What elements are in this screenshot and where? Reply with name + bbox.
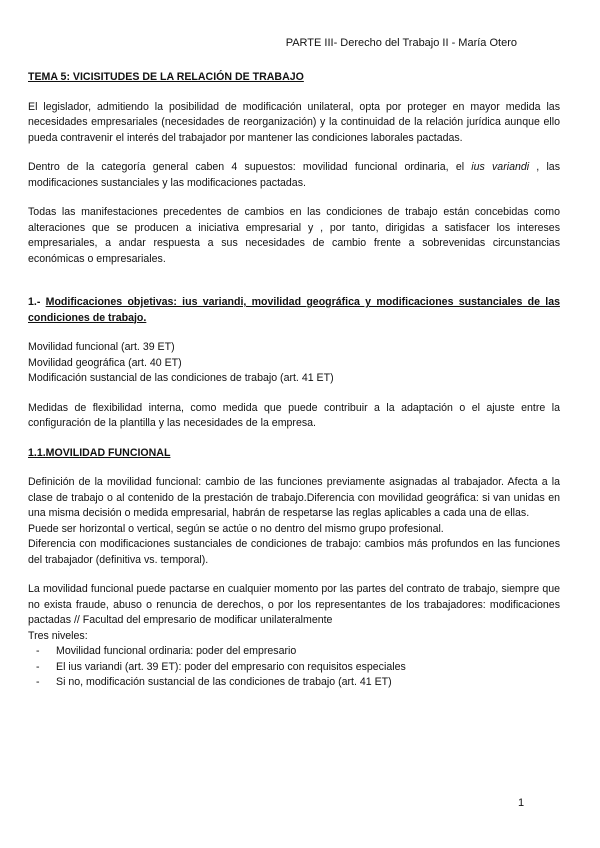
intro-paragraph-2-start: Dentro de la categoría general caben 4 supuestos: movilidad funcional ordinaria, el [28,161,472,173]
list-item-text: Si no, modificación sustancial de las condiciones de trabajo (art. 41 ET) [56,676,392,688]
list-item [28,644,560,660]
page-number: 1 [518,797,525,809]
levels-label: Tres niveles: [28,629,88,642]
section-1-item: Movilidad geográfica (art. 40 ET) [28,356,182,369]
running-header: PARTE III- Derecho del Trabajo II - María Otero [285,37,517,49]
list-item-text: Movilidad funcional ordinaria: poder del empresario [56,645,297,657]
pact-paragraph: La movilidad funcional puede pactarse en cualquier momento por las partes del contrato de trabajo, siempre que no exista fraude, abuso o renuncia de derechos, o por los representantes de los trabajadores: modificaciones pactadas // Facultad del empresario de modificar unilateralmente [28,583,560,626]
intro-paragraph-2 [28,160,560,191]
section-1-heading-prefix: 1.- [28,296,46,308]
section-1-heading [28,295,560,326]
difference-paragraph: Diferencia con modificaciones sustanciales de condiciones de trabajo: cambios más profundos en las funciones del trabajador (definitiva vs. temporal). [28,538,560,566]
page-content [28,70,560,691]
section-1-item: Movilidad funcional (art. 39 ET) [28,341,175,353]
intro-paragraph-2-end: , las modificaciones sustanciales y las modificaciones pactadas. [28,161,560,189]
section-1-heading-text: Modificaciones objetivas: ius variandi, movilidad geográfica y modificaciones sustanciales de las condiciones de trabajo. [28,296,560,324]
intro-paragraph-1: El legislador, admitiendo la posibilidad de modificación unilateral, opta por proteger en mayor medida las necesidades empresariales (necesidades de reorganización) y la continuidad de la relación jurídica aunque ello pueda contravenir el interés del trabajador por mantener las condiciones laborales pactadas. [28,100,560,144]
section-1-item: Modificación sustancial de las condiciones de trabajo (art. 41 ET) [28,372,334,384]
ius-variandi-term: ius variandi [471,161,530,173]
flexibility-paragraph: Medidas de flexibilidad interna, como medida que puede contribuir a la adaptación o el ajuste entre la configuración de la plantilla y las necesidades de la empresa. [28,401,560,429]
intro-paragraph-3: Todas las manifestaciones precedentes de cambios en las condiciones de trabajo están concebidas como alteraciones que se producen a iniciativa empresarial y , por tanto, dirigidas a satisfacer los intereses empresariales, a andar respuesta a sus necesidades de cambio frente a sobrevenidas circunstancias económicas o empresariales. [28,206,560,265]
section-1-1-heading: 1.1.MOVILIDAD FUNCIONAL [28,446,171,459]
dash-bullet: - [36,645,40,657]
definition-paragraph: Definición de la movilidad funcional: cambio de las funciones previamente asignadas al trabajador. Afecta a la clase de trabajo o al contenido de la prestación de trabajo.Diferencia con movilidad geográfica: si van unidas en una misma decisión o medida empresarial, habrán de respetarse las reglas aplicables a cada una de ellas. [28,476,560,519]
dash-bullet: - [36,660,40,673]
horizontal-vertical-line: Puede ser horizontal o vertical, según se actúe o no dentro del mismo grupo profesional. [28,522,444,535]
list-item [28,660,560,676]
list-item [28,675,560,691]
chapter-title: TEMA 5: VICISITUDES DE LA RELACIÓN DE TRABAJO [28,71,304,83]
list-item-text: El ius variandi (art. 39 ET): poder del empresario con requisitos especiales [56,660,406,673]
levels-list [28,644,560,691]
dash-bullet: - [36,676,40,688]
